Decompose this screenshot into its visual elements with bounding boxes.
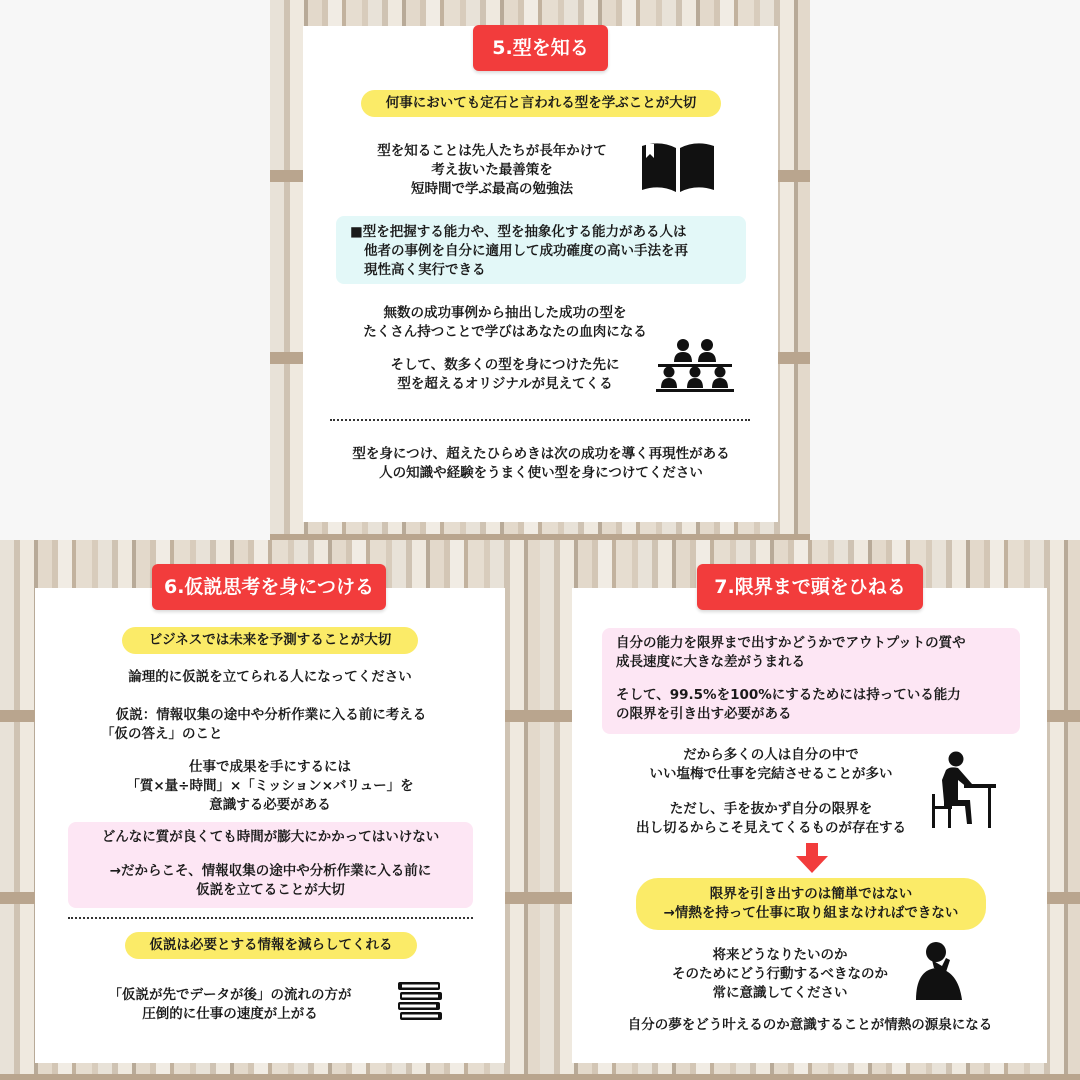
- section5-highlight-box: ■型を把握する能力や、型を抽象化する能力がある人は 他者の事例を自分に適用して成功確度の高い手法を再 現性高く実行できる: [336, 216, 746, 284]
- section7-highlight-box: 自分の能力を限界まで出すかどうかでアウトプットの質や 成長速度に大きな差がうまれる そして、99.5%を100%にするためには持っている能力 の限界を引き出す必要がある: [602, 628, 1020, 734]
- stack-of-books-icon: [396, 980, 444, 1022]
- section5-divider: [330, 419, 750, 421]
- section5-title: 5.型を知る: [473, 25, 608, 71]
- section7-pill: 限界を引き出すのは簡単ではない →情熱を持って仕事に取り組まなければできない: [636, 878, 986, 930]
- section6-formula: 仕事で成果を手にするには 「質×量÷時間」×「ミッション×バリュー」を 意識する必要がある: [126, 759, 414, 813]
- section5-pill: 何事においても定石と言われる型を学ぶことが大切: [361, 90, 721, 117]
- section5-para2: そして、数多くの型を身につけた先に 型を超えるオリジナルが見えてくる: [390, 357, 620, 392]
- section5-conclusion: 型を身につけ、超えたひらめきは次の成功を導く再現性がある 人の知識や経験をうまく使い型を身につけてください: [352, 446, 730, 481]
- down-arrow-icon: [796, 843, 828, 873]
- section7-para2: ただし、手を抜かず自分の限界を 出し切るからこそ見えてくるものが存在する: [636, 801, 906, 836]
- section6-closing: 「仮説が先でデータが後」の流れの方が 圧倒的に仕事の速度が上がる: [108, 987, 352, 1022]
- section7-closing: 自分の夢をどう叶えるのか意識することが情熱の源泉になる: [627, 1017, 993, 1033]
- section7-title: 7.限界まで頭をひねる: [697, 564, 923, 610]
- section7-para1: だから多くの人は自分の中で いい塩梅で仕事を完結させることが多い: [649, 747, 893, 782]
- section7-future: 将来どうなりたいのか そのためにどう行動するべきなのか 常に意識してください: [672, 947, 888, 1001]
- section5-intro: 型を知ることは先人たちが長年かけて 考え抜いた最善策を 短時間で学ぶ最高の勉強法: [377, 143, 607, 197]
- open-book-icon: [640, 140, 716, 196]
- person-at-desk-icon: [928, 750, 998, 830]
- section5-para1: 無数の成功事例から抽出した成功の型を たくさん持つことで学びはあなたの血肉になる: [363, 305, 647, 340]
- thinking-person-icon: [912, 940, 968, 1000]
- section6-definition: 仮説：情報収集の途中や分析作業に入る前に考える 「仮の答え」のこと: [101, 707, 427, 742]
- section6-pill1: ビジネスでは未来を予測することが大切: [122, 627, 418, 654]
- section6-pill2: 仮説は必要とする情報を減らしてくれる: [125, 932, 417, 959]
- section6-line1: 論理的に仮説を立てられる人になってください: [128, 669, 412, 685]
- section6-divider: [68, 917, 473, 919]
- people-group-icon: [654, 338, 736, 394]
- section6-title: 6.仮説思考を身につける: [152, 564, 386, 610]
- section6-highlight-box: どんなに質が良くても時間が膨大にかかってはいけない →だからこそ、情報収集の途中や分析作業に入る前に 仮説を立てることが大切: [68, 822, 473, 908]
